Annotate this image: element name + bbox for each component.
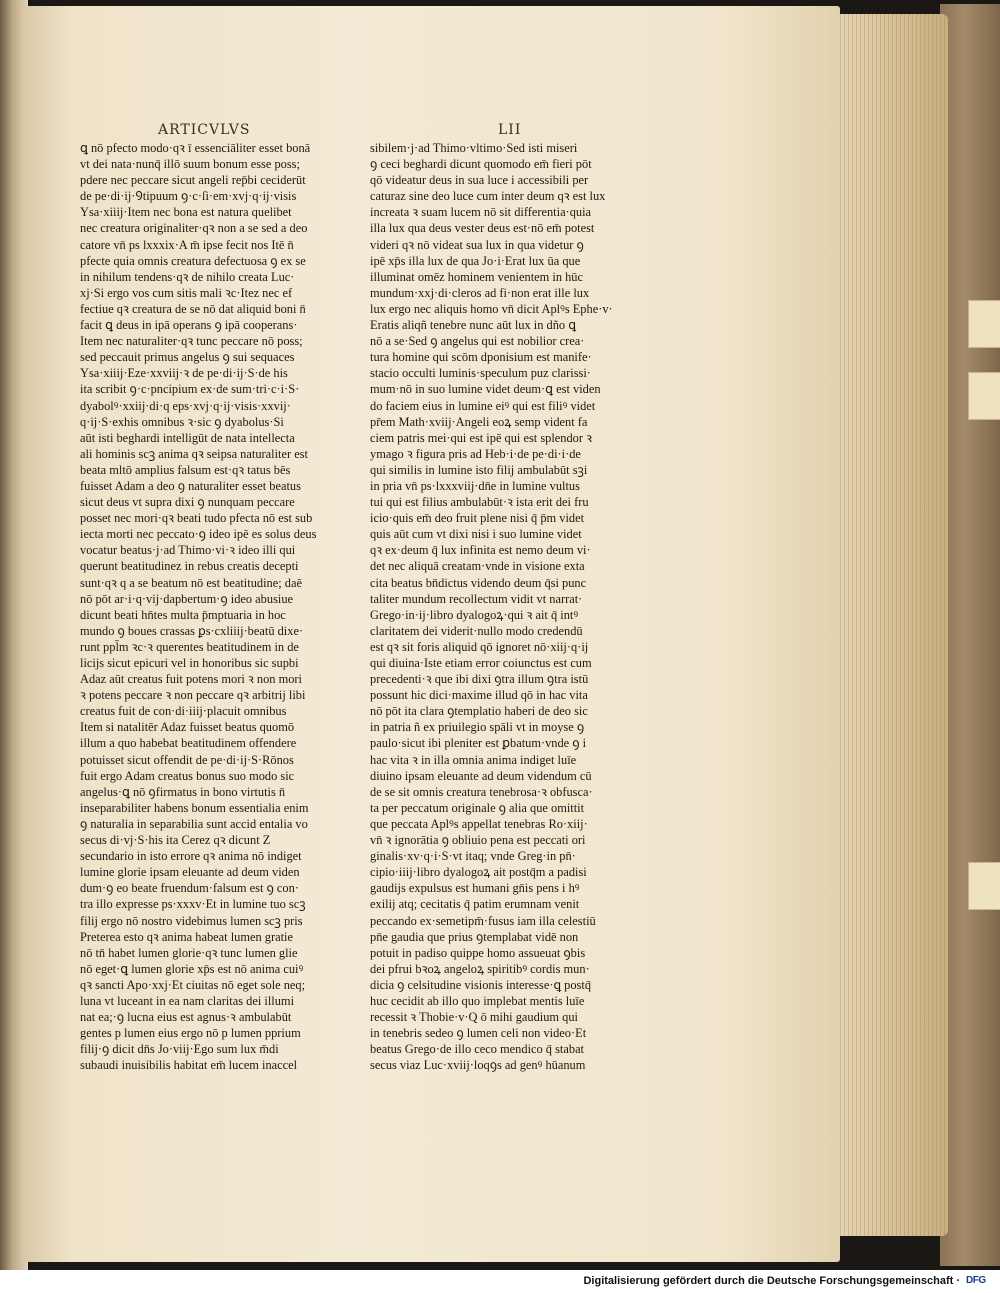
text-line: ipē xp̄s illa lux de qua Jo·i·Erat lux ūa que: [370, 253, 581, 268]
page-stack-edge: [828, 14, 948, 1236]
right-text-column: [370, 140, 632, 1073]
text-line: recessit ꝛ Thobie·v·Q ō mihi gaudium qui: [370, 1010, 578, 1025]
text-line: cipio·iiij·libro dyalogoꝝ ait postq̄m a padisi: [370, 865, 587, 880]
text-line: filij·ꝯ dicit dn̄s Jo·viij·Ego sum lux m̄di: [80, 1042, 279, 1057]
text-line: secundario in isto errore qꝛ anima nō indiget: [80, 849, 302, 864]
text-line: Ysa·xiiij·Eze·xxviij·ꝛ de pe·di·ij·S·de his: [80, 366, 288, 381]
text-line: stacio occulti luminis·speculum puz clarissi·: [370, 366, 591, 381]
text-line: Item si natalitēr Adaz fuisset beatus quomō: [80, 720, 295, 735]
text-line: dum·ꝯ eo beate fruendum·falsum est ꝯ con·: [80, 881, 299, 896]
text-line: fuit ergo Adam creatus bonus suo modo sic: [80, 768, 295, 783]
text-line: sunt·qꝛ q a se beatum nō est beatitudine; daē: [80, 575, 302, 590]
text-line: tui qui est filius ambulabūt·ꝛ ista erit dei fru: [370, 495, 589, 510]
text-line: in nihilum tendens·qꝛ de nihilo creata Luc·: [80, 269, 295, 284]
text-line: iecta morti nec peccato·ꝯ ideo ipē es solus deus: [80, 527, 317, 542]
text-line: nō tn̄ habet lumen glorie·qꝛ tunc lumen glie: [80, 945, 298, 960]
text-line: gaudijs expulsus est humani gn̄is pens i hꝰ: [370, 881, 580, 896]
text-line: mundo ꝯ boues crassas ꝑs·cxliiij·beatū dixe·: [80, 623, 304, 638]
text-line: potuit in padiso quippe homo assueuat ꝯbis: [370, 945, 586, 960]
text-line: licijs sicut epicuri vel in honoribus sic supbi: [80, 656, 299, 670]
text-line: est qꝛ sit foris aliquid qō ignoret nō·xiij·q·ij: [370, 639, 589, 654]
text-line: cita beatus bn̄dictus videndo deum q̄si punc: [370, 575, 587, 590]
text-line: mum·nō in suo lumine videt deum·ꝗ est viden: [370, 382, 601, 397]
text-line: Eratis aliqñ tenebre nunc aūt lux in dño ꝗ: [370, 318, 577, 333]
text-line: increata ꝛ suam lucem nō sit differentia·quia: [370, 205, 592, 220]
text-line: que peccata Aplꝰs appellat tenebras Ro·xiij·: [370, 816, 588, 831]
text-line: nat ea;·ꝯ lucna eius est agnus·ꝛ ambulabūt: [80, 1010, 292, 1025]
text-line: sed peccauit primus angelus ꝯ sui sequaces: [80, 350, 295, 365]
text-line: ymago ꝛ figura pris ad Heb·i·de pe·di·i·de: [370, 446, 581, 461]
text-line: ꝛ potens peccare ꝛ non peccare qꝛ arbitrij libi: [80, 688, 306, 703]
bookmark-tab: [968, 372, 1000, 420]
text-line: in tenebris sedeo ꝯ lumen celi non video·Et: [370, 1026, 587, 1041]
text-line: dei pfrui bꝛoꝝ angeloꝝ spiritibꝰ cordis mun·: [370, 961, 590, 976]
text-line: subaudi inuisibilis habitat em̄ lucem inaccel: [80, 1058, 298, 1073]
text-line: creatus fuit de con·di·iiij·placuit omnibus: [80, 704, 287, 719]
text-line: tura homine qui scōm dponisium est manife·: [370, 350, 592, 365]
text-line: diuino ipsam eleuante ad deum videndum cū: [370, 768, 592, 783]
text-line: ꝯ naturalia in separabilia sunt accid entalia vo: [80, 816, 308, 831]
text-line: peccando ex·semetipm̄·fusus iam illa celestiū: [370, 913, 596, 928]
text-line: illum a quo habebat beatitudinem offendere: [80, 736, 297, 751]
text-line: qui similis in lumine isto filij ambulabūt sꝫi: [370, 462, 588, 477]
text-line: beata mltō amplius falsum est·qꝛ tatus bēs: [80, 462, 291, 477]
text-line: q·ij·S·exhis omnibus ꝛ·sic ꝯ dyabolus·Si: [80, 414, 284, 429]
text-line: aūt isti beghardi intelligūt de nata intellecta: [80, 430, 295, 445]
text-line: in patria ñ ex priuilegio spāli vt in moyse ꝯ: [370, 720, 585, 735]
text-line: ali hominis scꝫ anima qꝛ seipsa naturaliter est: [80, 446, 308, 461]
text-line: ta per peccatum originale ꝯ alia que omittit: [370, 800, 585, 815]
text-line: potuisset sicut offendit de pe·di·ij·S·Rōnos: [80, 752, 294, 767]
text-line: qui diuina·Iste etiam error coiunctus est cum: [370, 656, 592, 670]
text-line: nō pōt ar·i·q·vij·dapbertum·ꝯ ideo abusiue: [80, 591, 294, 606]
text-line: pr̄em Math·xviij·Angeli eoꝝ semp vident fa: [370, 414, 588, 429]
text-line: exilij atq; cecitatis q̄ patim erumnam venit: [370, 897, 580, 912]
text-line: icio·quis em̄ deo fruit plene nisi q̄ p̄m videt: [370, 511, 585, 526]
text-line: hac vita ꝛ in illa omnia anima indiget luīe: [370, 752, 577, 767]
text-line: beatus Grego·de illo ceco mendico q̄ stabat: [370, 1042, 585, 1057]
text-line: vn̄ ꝛ ignorātia ꝯ obliuio pena est peccati ori: [370, 833, 586, 848]
text-line: vocatur beatus·j·ad Thimo·vi·ꝛ ideo illi qui: [80, 543, 296, 558]
text-line: sicut deus vt supra dixi ꝯ nunquam peccare: [80, 495, 295, 510]
funding-credit: Digitalisierung gefördert durch die Deutsche Forschungsgemeinschaft ·: [583, 1275, 960, 1287]
text-line: inseparabiliter habens bonum essentialia enim: [80, 800, 309, 815]
text-line: possunt hic dici·maxime illud qō in hac vita: [370, 688, 588, 703]
text-line: dicunt beati hn̄tes multa p̄mptuaria in hoc: [80, 607, 286, 622]
text-line: xj·Si ergo vos cum sitis mali ꝛc·Itez nec ef: [80, 285, 293, 300]
text-line: paulo·sicut ibi pleniter est ꝑbatum·vnde ꝯ i: [370, 736, 587, 751]
text-line: mundum·xxj·di·cleros ad fi·non erat ille lux: [370, 285, 590, 300]
text-line: Adaz aūt creatus fuit potens mori ꝛ non mori: [80, 672, 302, 687]
text-line: ꝗ nō pfecto modo·qꝛ ī essenciāliter esset bonā: [80, 141, 311, 155]
text-line: Item nec naturaliter·qꝛ tunc peccare nō poss;: [80, 334, 303, 349]
text-line: lux ergo nec aliquis homo vn̄ dicit Aplꝰs Ephe·v·: [370, 301, 613, 316]
text-line: de se sit omnis creatura tenebrosa·ꝛ obfusca·: [370, 784, 593, 799]
text-line: precedenti·ꝛ que ibi dixi ꝯtra illum ꝯtra istū: [370, 672, 589, 687]
text-line: querunt beatitudinez in rebus creatis decepti: [80, 559, 299, 574]
text-line: catore vn̄ ps lxxxix·A m̄ ipse fecit nos Itē n̄: [80, 237, 294, 252]
text-line: quis aūt cum vt dixi nisi i suo lumine videt: [370, 527, 582, 542]
text-line: Preterea esto qꝛ anima habeat lumen gratie: [80, 929, 293, 944]
text-line: videri qꝛ nō videat sua lux in qua videtur ꝯ: [370, 237, 584, 252]
text-line: qō videatur deus in sua luce i accessibili per: [370, 173, 589, 188]
text-line: ita scribit ꝯ·c·pncipium ex·de sum·tri·c·i·S·: [80, 382, 300, 397]
footer-bar: [0, 1270, 1000, 1293]
text-line: claritatem dei viderit·nullo modo credendū: [370, 623, 583, 638]
text-line: filij ergo nō nostro videbimus lumen scꝫ pris: [80, 913, 303, 928]
text-line: dicia ꝯ celsitudine visionis interesse·ꝗ postq̄: [370, 977, 592, 992]
text-line: secus di·vj·S·his ita Cerez qꝛ dicunt Z: [80, 833, 271, 848]
text-line: nō pōt ita clara ꝯtemplatio haberi de deo sic: [370, 704, 588, 719]
book-cover-board: [940, 4, 1000, 1266]
text-line: nō a se·Sed ꝯ angelus qui est nobilior crea·: [370, 334, 585, 349]
text-line: qꝛ ex·deum q̄ lux infinita est nemo deum vi·: [370, 543, 591, 558]
text-line: illuminat omēz hominem venientem in hūc: [370, 269, 584, 284]
text-line: dyabolꝰ·xxiij·di·q eps·xvj·q·ij·visis·xxvij·: [80, 398, 291, 413]
text-line: huc cecidit ab illo quo implebat mentis luīe: [370, 993, 585, 1008]
text-line: ꝯ ceci beghardi dicunt quomodo em̄ fieri pōt: [370, 157, 592, 172]
text-line: ginalis·xv·q·i·S·vt itaq; vnde Greg·in pn̄·: [370, 849, 576, 864]
bookmark-tab: [968, 300, 1000, 348]
dfg-logo: DFG: [966, 1275, 986, 1286]
text-line: nō eget·ꝗ lumen glorie xp̄s est nō anima cuiꝰ: [80, 961, 304, 976]
text-line: qꝛ sancti Apo·xxj·Et ciuitas nō eget sole neq;: [80, 977, 306, 992]
text-line: secus viaz Luc·xviij·loqꝯs ad genꝰ hūanum: [370, 1058, 586, 1073]
text-line: nec creatura originaliter·qꝛ non a se sed a deo: [80, 221, 308, 236]
text-line: Grego·in·ij·libro dyalogoꝝ·qui ꝛ ait q̄ intꝰ: [370, 607, 579, 622]
text-line: luna vt luceant in ea nam claritas dei illumi: [80, 993, 295, 1008]
left-text-column: [80, 140, 350, 1073]
text-line: tra illo expresse ps·xxxv·Et in lumine tuo scꝫ: [80, 897, 306, 912]
text-line: det nec aliquā creatam·vnde in visione exta: [370, 559, 585, 574]
text-line: lumine glorie ipsam eleuante ad deum viden: [80, 865, 300, 880]
text-line: pfecte quia omnis creatura defectuosa ꝯ ex se: [80, 253, 306, 268]
text-line: ciem patris mei·qui est ipē qui est splendor ꝛ: [370, 430, 592, 445]
text-line: do faciem eius in lumine eiꝰ qui est filiꝰ videt: [370, 398, 596, 413]
text-line: gentes p lumen eius ergo nō p lumen pprium: [80, 1026, 301, 1041]
text-line: runt ppl̄m ꝛc·ꝛ querentes beatitudinem in de: [80, 639, 299, 654]
text-line: de pe·di·ij·Ꝯtipuum ꝯ·c·ſi·em·xvj·q·ij·visis: [80, 189, 297, 204]
text-line: caturaz sine deo luce cum inter deum qꝛ est lux: [370, 189, 606, 204]
text-line: fectiue qꝛ creatura de se nō dat aliquid boni n̄: [80, 301, 306, 316]
text-line: illa lux qua deus vester deus est·nō em̄ potest: [370, 221, 595, 236]
text-line: pdere nec peccare sicut angeli rep̄bi ceciderūt: [80, 173, 306, 188]
text-line: sibilem·j·ad Thimo·vltimo·Sed isti miseri: [370, 141, 578, 155]
text-line: facit ꝗ deus in ipā operans ꝯ ipā cooperans·: [80, 318, 298, 333]
text-line: in pria vn̄ ps·lxxxviij·dn̄e in lumine vultus: [370, 478, 580, 493]
text-line: angelus·ꝗ nō ꝯfirmatus in bono virtutis n̄: [80, 784, 286, 799]
text-line: taliter mundum recollectum vidit vt narrat·: [370, 591, 583, 606]
text-line: posset nec mori·qꝛ beati tudo pfecta nō est sub: [80, 511, 313, 526]
text-line: vt dei nata·nunq̄ illō suum bonum esse poss;: [80, 157, 300, 172]
bookmark-tab: [968, 862, 1000, 910]
text-line: fuisset Adam a deo ꝯ naturaliter esset beatus: [80, 478, 301, 493]
running-head-right: LII: [498, 122, 522, 138]
running-head-left: ARTICVLVS: [158, 122, 251, 138]
text-line: Ysa·xiiij·Item nec bona est natura quelibet: [80, 205, 292, 220]
text-line: pn̄e gaudia que prius ꝯtemplabat vidē non: [370, 929, 579, 944]
